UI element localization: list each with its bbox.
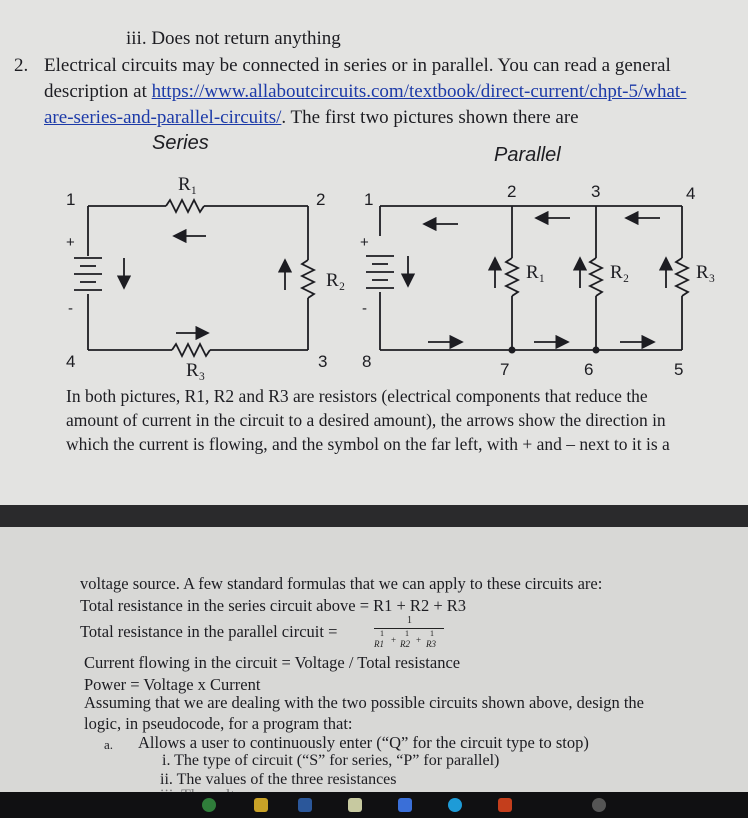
series-node-2: 2 <box>316 190 326 209</box>
series-r2-resistor <box>302 260 314 298</box>
page2-line-5: Power = Voltage x Current <box>84 675 261 694</box>
parallel-r3-label: R₃ <box>696 262 716 283</box>
document-page-bottom <box>0 527 748 792</box>
question-line-1: Electrical circuits may be connected in series or in parallel. You can read a general <box>44 55 671 76</box>
parallel-node-4: 4 <box>686 184 696 203</box>
taskbar <box>0 792 748 818</box>
parallel-node-6: 6 <box>584 360 594 379</box>
parallel-node-7-dot <box>509 347 516 354</box>
page2-line-2: Total resistance in the series circuit above = R1 + R2 + R3 <box>80 596 467 615</box>
paragraph-line-3: which the current is flowing, and the symbol on the far left, with + and – next to it is a <box>66 434 670 454</box>
parallel-node-7: 7 <box>500 360 510 379</box>
source-link[interactable]: https://www.allaboutcircuits.com/textbook/direct-current/chpt-5/what- <box>151 81 687 102</box>
app-icon[interactable] <box>592 798 606 812</box>
parallel-title: Parallel <box>494 144 561 166</box>
series-minus-sign: - <box>68 300 73 317</box>
fraction-term-3-denominator: R3 <box>426 639 436 649</box>
series-r2-label: R₂ <box>326 270 346 291</box>
list-item-iii: iii. Does not return anything <box>126 28 341 49</box>
sub-item-ii: ii. The values of the three resistances <box>160 771 397 788</box>
question-line-3-text: . The first two pictures shown there are <box>281 107 579 128</box>
page2-line-3: Total resistance in the parallel circuit = <box>80 622 338 641</box>
paragraph-line-1: In both pictures, R1, R2 and R3 are resistors (electrical components that reduce the <box>66 386 648 406</box>
sub-item-i: i. The type of circuit (“S” for series, “P” for parallel) <box>162 752 500 769</box>
series-r3-resistor <box>172 344 210 356</box>
fraction-plus-2: + <box>416 635 422 645</box>
fraction-term-1-numerator: 1 <box>380 629 384 638</box>
series-r1-resistor <box>166 200 204 212</box>
chrome-icon[interactable] <box>202 798 216 812</box>
fraction-plus-1: + <box>391 635 397 645</box>
fraction-term-1-denominator: R1 <box>374 639 384 649</box>
teams-icon[interactable] <box>498 798 512 812</box>
series-plus-sign: + <box>66 234 75 251</box>
question-line-2-text: description at <box>44 81 152 102</box>
page2-line-1: voltage source. A few standard formulas that we can apply to these circuits are: <box>80 574 603 593</box>
parallel-node-3: 3 <box>591 182 601 201</box>
series-r1-label: R₁ <box>178 174 198 195</box>
paragraph-line-2: amount of current in the circuit to a desired amount), the arrows show the direction in <box>66 410 666 430</box>
page2-line-7: logic, in pseudocode, for a program that: <box>84 714 353 733</box>
parallel-minus-sign: - <box>362 300 367 317</box>
fraction-term-2-numerator: 1 <box>405 629 409 638</box>
series-circuit <box>74 200 314 356</box>
parallel-battery <box>366 256 394 288</box>
skype-icon[interactable] <box>398 798 412 812</box>
series-battery <box>74 258 102 290</box>
fraction-term-2-denominator: R2 <box>400 639 410 649</box>
word-icon[interactable] <box>298 798 312 812</box>
series-r3-label: R₃ <box>186 360 206 381</box>
parallel-node-2: 2 <box>507 182 517 201</box>
parallel-node-8: 8 <box>362 352 372 371</box>
series-node-3: 3 <box>318 352 328 371</box>
series-node-1: 1 <box>66 190 76 209</box>
page2-line-6: Assuming that we are dealing with the two possible circuits shown above, design the <box>84 693 644 712</box>
parallel-node-1: 1 <box>364 190 374 209</box>
fraction-numerator: 1 <box>407 615 412 626</box>
source-link-continued[interactable]: are-series-and-parallel-circuits/ <box>44 107 282 128</box>
parallel-node-5: 5 <box>674 360 684 379</box>
parallel-r1-label: R₁ <box>526 262 546 283</box>
page2-line-4: Current flowing in the circuit = Voltage / Total resistance <box>84 653 461 672</box>
parallel-r3-resistor <box>676 258 688 296</box>
powerpoint-icon[interactable] <box>448 798 462 812</box>
fraction-term-3-numerator: 1 <box>430 629 434 638</box>
file-explorer-icon[interactable] <box>254 798 268 812</box>
item-a-text: Allows a user to continuously enter (“Q” for the circuit type to stop) <box>138 733 589 752</box>
item-a-label: a. <box>104 737 114 752</box>
page-gap <box>0 505 748 527</box>
parallel-r2-label: R₂ <box>610 262 630 283</box>
dropbox-icon[interactable] <box>348 798 362 812</box>
question-number: 2. <box>14 55 29 76</box>
parallel-node-6-dot <box>593 347 600 354</box>
series-title: Series <box>152 132 209 154</box>
series-node-4: 4 <box>66 352 76 371</box>
parallel-plus-sign: + <box>360 234 369 251</box>
parallel-r1-resistor <box>506 258 518 296</box>
parallel-r2-resistor <box>590 258 602 296</box>
